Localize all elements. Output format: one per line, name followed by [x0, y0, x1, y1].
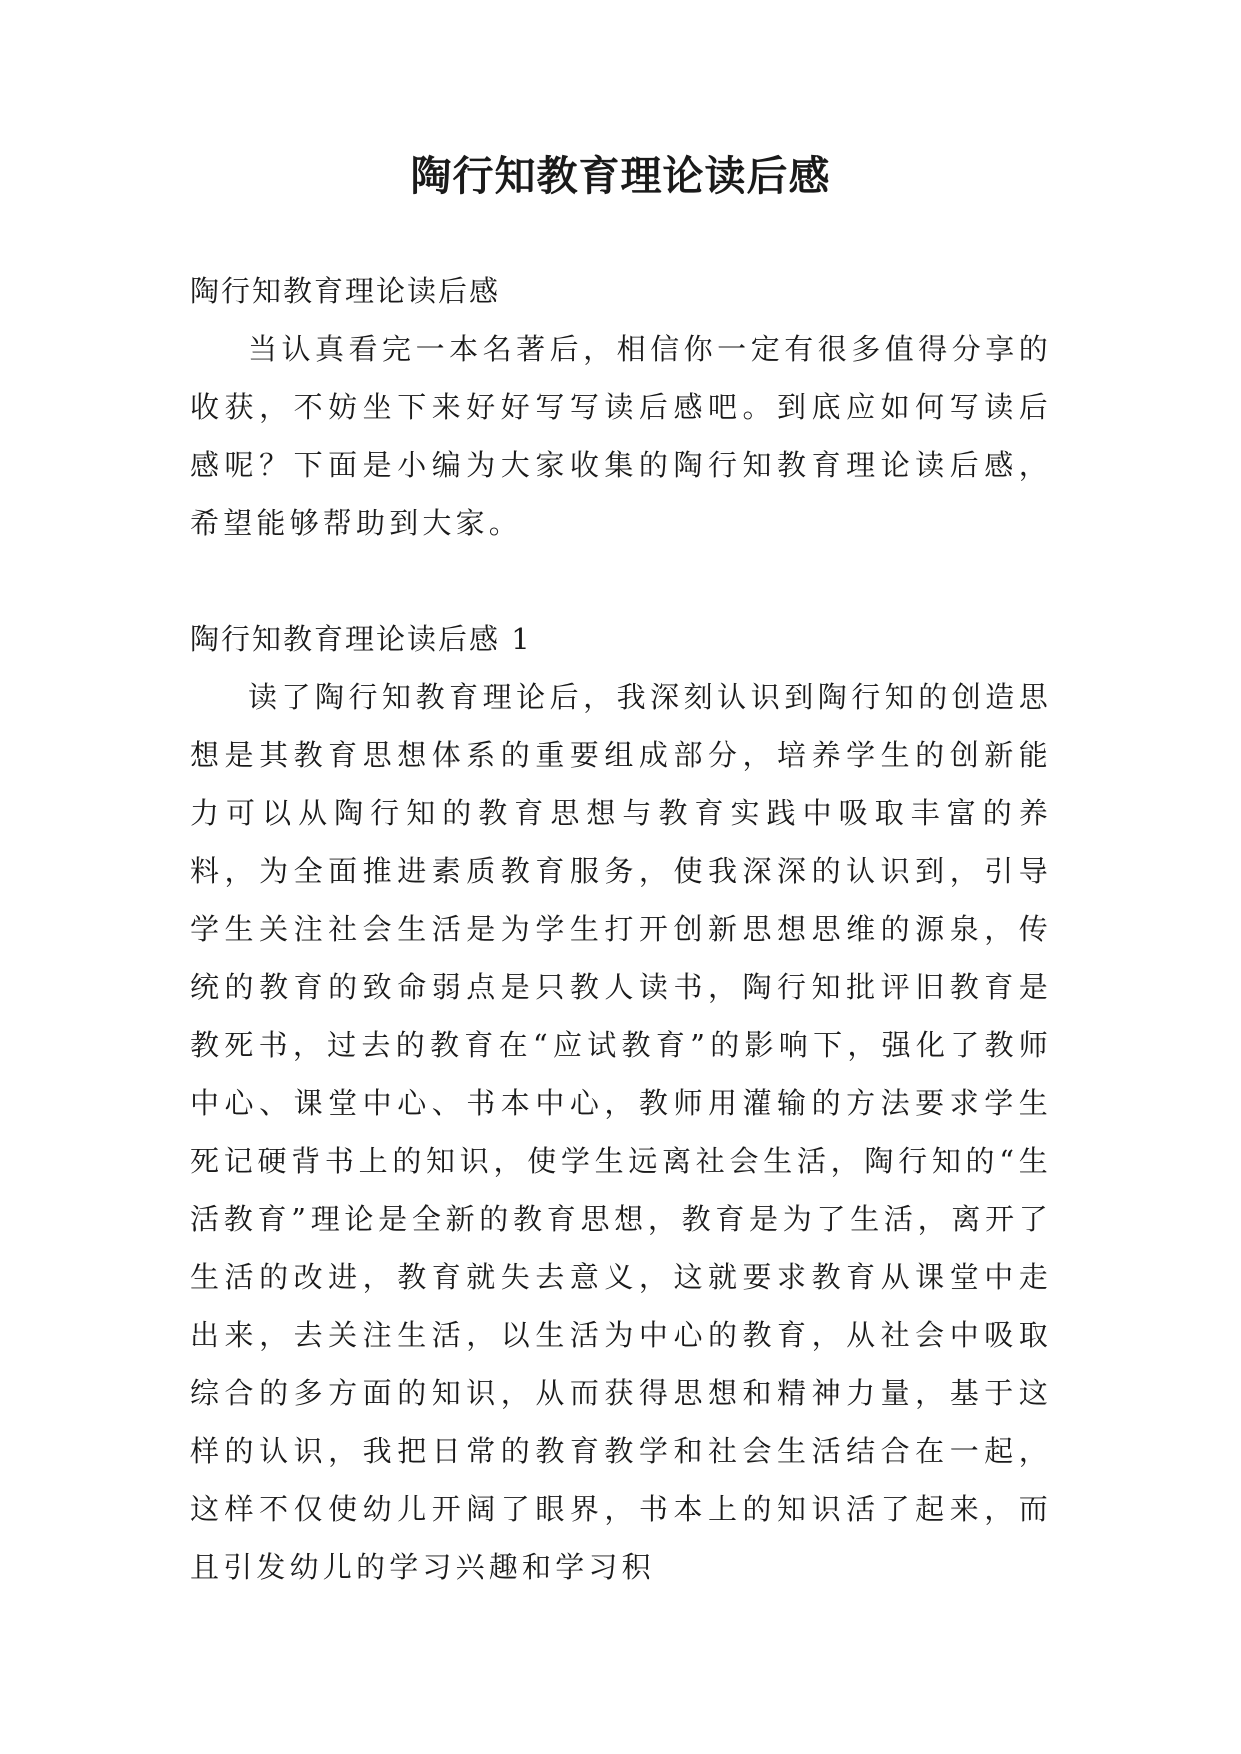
section-spacer: [190, 552, 1052, 610]
section-1-heading: 陶行知教育理论读后感 1: [190, 622, 532, 656]
intro-paragraph: 当认真看完一本名著后，相信你一定有很多值得分享的收获，不妨坐下来好好写写读后感吧。到底应如何写读后感呢？下面是小编为大家收集的陶行知教育理论读后感，希望能够帮助到大家。: [190, 332, 1052, 540]
document-body: [190, 262, 1052, 1596]
document-title: 陶行知教育理论读后感: [410, 152, 831, 200]
section-1-paragraph: 读了陶行知教育理论后，我深刻认识到陶行知的创造思想是其教育思想体系的重要组成部分，培养学生的创新能力可以从陶行知的教育思想与教育实践中吸取丰富的养料，为全面推进素质教育服务，使我深深的认识到，引导学生关注社会生活是为学生打开创新思想思维的源泉，传统的教育的致命弱点是只教人读书，陶行知批评旧教育是教死书，过去的教育在“应试教育”的影响下，强化了教师中心、课堂中心、书本中心，教师用灌输的方法要求学生死记硬背书上的知识，使学生远离社会生活，陶行知的“生活教育”理论是全新的教育思想，教育是为了生活，离开了生活的改进，教育就失去意义，这就要求教育从课堂中走出来，去关注生活，以生活为中心的教育，从社会中吸取综合的多方面的知识，从而获得思想和精神力量，基于这样的认识，我把日常的教育教学和社会生活结合在一起，这样不仅使幼儿开阔了眼界，书本上的知识活了起来，而且引发幼儿的学习兴趣和学习积: [190, 680, 1052, 1584]
intro-heading: 陶行知教育理论读后感: [190, 274, 501, 308]
